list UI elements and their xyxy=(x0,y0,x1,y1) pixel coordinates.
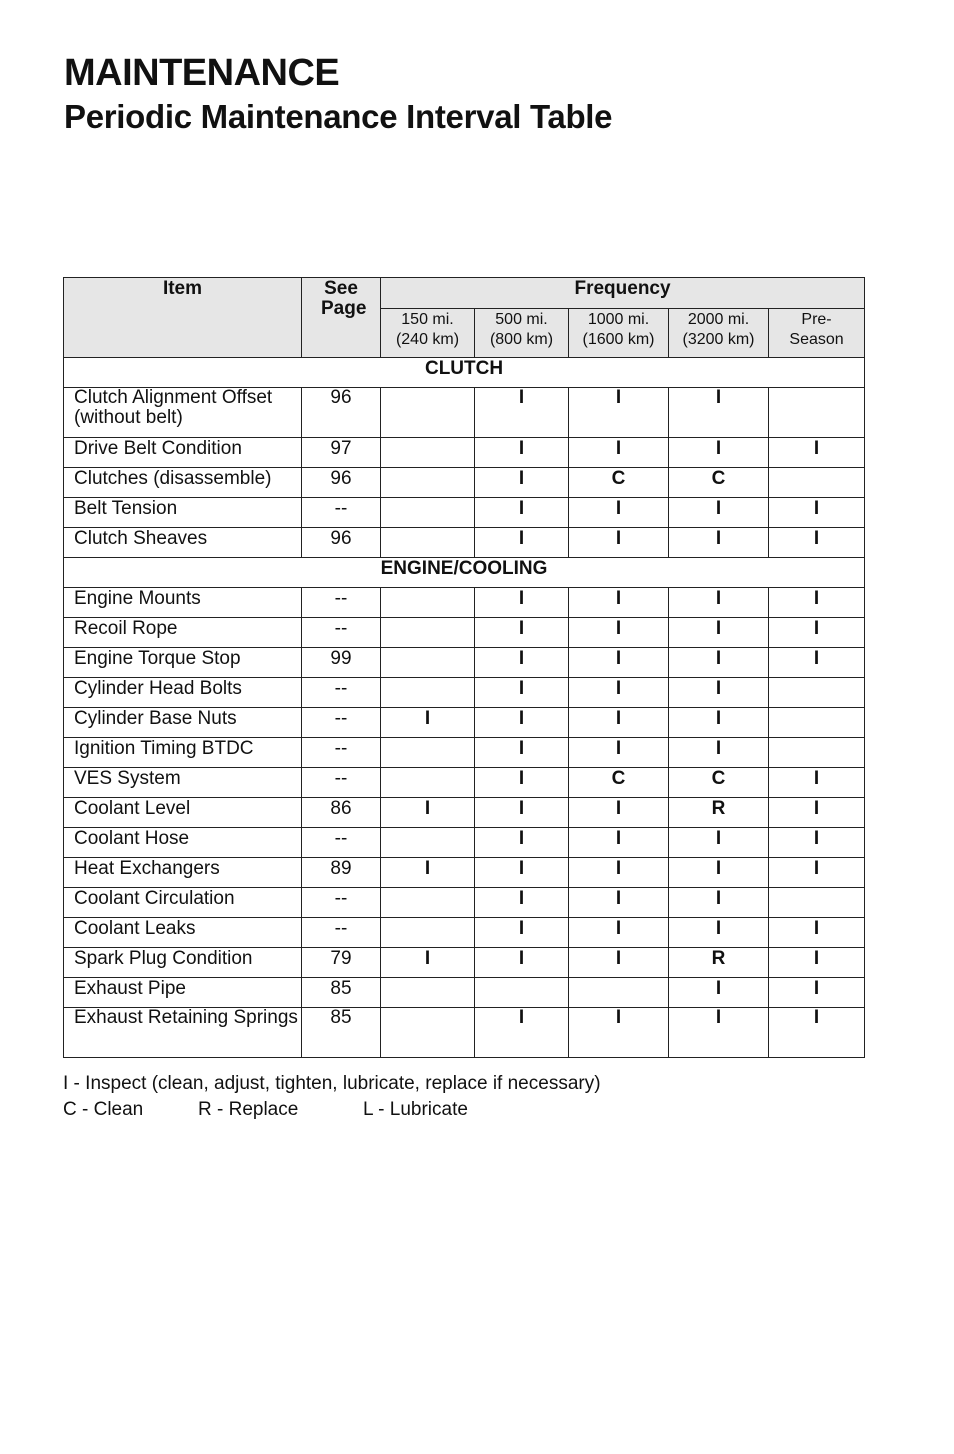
interval-mark-cell: I xyxy=(669,978,769,1008)
interval-mark-cell xyxy=(475,978,569,1008)
interval-mark-cell: I xyxy=(769,528,865,558)
item-name-cell: Cylinder Base Nuts xyxy=(64,708,302,738)
item-name-cell: Clutch Sheaves xyxy=(64,528,302,558)
table-row xyxy=(64,498,865,528)
table-row xyxy=(64,948,865,978)
legend-lubricate: L - Lubricate xyxy=(363,1099,468,1120)
interval-mark-cell: I xyxy=(769,648,865,678)
item-name-cell: Engine Mounts xyxy=(64,588,302,618)
interval-mark-cell: I xyxy=(475,468,569,498)
table-row xyxy=(64,708,865,738)
interval-mark-cell xyxy=(381,498,475,528)
item-name-cell: Heat Exchangers xyxy=(64,858,302,888)
table-row xyxy=(64,528,865,558)
interval-mark-cell: R xyxy=(669,798,769,828)
item-name-cell: Exhaust Retaining Springs xyxy=(64,1008,302,1058)
item-name-cell: Ignition Timing BTDC xyxy=(64,738,302,768)
item-name-cell: Recoil Rope xyxy=(64,618,302,648)
interval-mark-cell: I xyxy=(475,918,569,948)
item-name-cell: Clutches (disassemble) xyxy=(64,468,302,498)
interval-mark-cell xyxy=(381,768,475,798)
see-page-cell: 96 xyxy=(302,528,381,558)
interval-mark-cell: I xyxy=(475,948,569,978)
see-page-cell: 85 xyxy=(302,978,381,1008)
interval-mark-cell: I xyxy=(769,828,865,858)
interval-mark-cell: C xyxy=(669,468,769,498)
interval-mark-cell: I xyxy=(669,858,769,888)
interval-mark-cell: I xyxy=(569,858,669,888)
table-body xyxy=(64,358,865,1058)
item-name-cell: VES System xyxy=(64,768,302,798)
interval-mark-cell: I xyxy=(569,918,669,948)
interval-mark-cell: I xyxy=(569,1008,669,1058)
interval-mark-cell: I xyxy=(569,498,669,528)
interval-mark-cell: I xyxy=(475,618,569,648)
table-row xyxy=(64,468,865,498)
interval-mark-cell: I xyxy=(475,528,569,558)
column-header-item: Item xyxy=(64,278,302,358)
interval-mark-cell: I xyxy=(381,858,475,888)
interval-header-1000: 1000 mi. (1600 km) xyxy=(569,309,669,358)
table-row xyxy=(64,388,865,438)
interval-mark-cell: I xyxy=(669,438,769,468)
interval-mark-cell xyxy=(381,678,475,708)
interval-mark-cell: I xyxy=(569,588,669,618)
legend-replace: R - Replace xyxy=(198,1099,299,1120)
interval-mark-cell: C xyxy=(569,468,669,498)
table-row xyxy=(64,978,865,1008)
table-row xyxy=(64,768,865,798)
see-page-cell: -- xyxy=(302,618,381,648)
see-page-cell: -- xyxy=(302,768,381,798)
interval-mark-cell xyxy=(769,468,865,498)
item-name-cell: Spark Plug Condition xyxy=(64,948,302,978)
interval-header-500: 500 mi. (800 km) xyxy=(475,309,569,358)
interval-mark-cell: I xyxy=(669,738,769,768)
interval-mark-cell: I xyxy=(669,618,769,648)
interval-mark-cell: I xyxy=(669,498,769,528)
interval-mark-cell: I xyxy=(475,388,569,438)
see-page-cell: 79 xyxy=(302,948,381,978)
interval-mark-cell: I xyxy=(669,918,769,948)
item-name-cell: Cylinder Head Bolts xyxy=(64,678,302,708)
interval-mark-cell xyxy=(381,468,475,498)
interval-mark-cell: I xyxy=(769,978,865,1008)
page-title: MAINTENANCE xyxy=(64,52,340,94)
see-page-label: See Page xyxy=(321,278,367,319)
interval-mark-cell xyxy=(381,648,475,678)
interval-mark-cell: I xyxy=(669,588,769,618)
interval-mark-cell: I xyxy=(475,858,569,888)
interval-mark-cell: I xyxy=(569,618,669,648)
interval-mark-cell xyxy=(569,978,669,1008)
section-title: CLUTCH xyxy=(64,358,865,388)
see-page-cell: -- xyxy=(302,828,381,858)
interval-mark-cell: I xyxy=(569,678,669,708)
table-row xyxy=(64,858,865,888)
interval-mark-cell: I xyxy=(769,948,865,978)
interval-mark-cell: I xyxy=(475,678,569,708)
see-page-cell: -- xyxy=(302,738,381,768)
table-row xyxy=(64,648,865,678)
see-page-cell: -- xyxy=(302,498,381,528)
interval-mark-cell: I xyxy=(769,618,865,648)
table-row xyxy=(64,918,865,948)
interval-mark-cell: I xyxy=(569,708,669,738)
section-header-row xyxy=(64,358,865,388)
column-header-frequency: Frequency xyxy=(381,278,865,309)
maintenance-interval-table xyxy=(63,277,865,1058)
interval-mark-cell xyxy=(381,828,475,858)
interval-mark-cell: I xyxy=(669,1008,769,1058)
interval-mark-cell: I xyxy=(669,828,769,858)
item-name-cell: Coolant Leaks xyxy=(64,918,302,948)
item-name-cell: Coolant Hose xyxy=(64,828,302,858)
interval-header-150: 150 mi. (240 km) xyxy=(381,309,475,358)
interval-mark-cell: I xyxy=(669,648,769,678)
legend-codes xyxy=(63,1099,468,1121)
interval-mark-cell: I xyxy=(769,438,865,468)
column-header-see-page xyxy=(302,278,381,358)
table-row xyxy=(64,888,865,918)
interval-mark-cell: I xyxy=(669,528,769,558)
interval-mark-cell: I xyxy=(769,588,865,618)
interval-mark-cell: I xyxy=(475,738,569,768)
interval-mark-cell xyxy=(381,738,475,768)
interval-mark-cell: I xyxy=(569,738,669,768)
see-page-cell: -- xyxy=(302,888,381,918)
see-page-cell: -- xyxy=(302,918,381,948)
interval-header-pre-season: Pre- Season xyxy=(769,309,865,358)
interval-mark-cell xyxy=(381,528,475,558)
interval-mark-cell: I xyxy=(569,648,669,678)
interval-mark-cell: I xyxy=(569,948,669,978)
interval-mark-cell: I xyxy=(669,388,769,438)
see-page-cell: 85 xyxy=(302,1008,381,1058)
interval-mark-cell xyxy=(769,738,865,768)
table-row xyxy=(64,738,865,768)
table-row xyxy=(64,798,865,828)
interval-mark-cell: I xyxy=(769,498,865,528)
see-page-cell: 86 xyxy=(302,798,381,828)
item-name-cell: Drive Belt Condition xyxy=(64,438,302,468)
interval-mark-cell: C xyxy=(569,768,669,798)
interval-mark-cell: I xyxy=(475,798,569,828)
see-page-cell: 89 xyxy=(302,858,381,888)
item-name-cell: Coolant Level xyxy=(64,798,302,828)
interval-mark-cell: I xyxy=(769,768,865,798)
interval-mark-cell xyxy=(381,978,475,1008)
interval-mark-cell: I xyxy=(475,498,569,528)
interval-mark-cell: I xyxy=(475,768,569,798)
interval-mark-cell xyxy=(381,888,475,918)
interval-mark-cell: I xyxy=(475,588,569,618)
see-page-cell: -- xyxy=(302,708,381,738)
item-name-cell: Exhaust Pipe xyxy=(64,978,302,1008)
table-row xyxy=(64,438,865,468)
interval-mark-cell: I xyxy=(569,438,669,468)
item-name-cell: Belt Tension xyxy=(64,498,302,528)
see-page-cell: 99 xyxy=(302,648,381,678)
interval-mark-cell: I xyxy=(769,798,865,828)
interval-mark-cell: R xyxy=(669,948,769,978)
interval-mark-cell: I xyxy=(569,528,669,558)
table-row xyxy=(64,1008,865,1058)
interval-mark-cell: I xyxy=(475,648,569,678)
interval-mark-cell xyxy=(381,618,475,648)
interval-mark-cell: I xyxy=(569,888,669,918)
page-subtitle: Periodic Maintenance Interval Table xyxy=(64,98,613,135)
item-name-cell: Clutch Alignment Offset (without belt) xyxy=(64,388,302,438)
interval-mark-cell xyxy=(769,708,865,738)
interval-mark-cell: I xyxy=(475,828,569,858)
interval-mark-cell xyxy=(381,438,475,468)
see-page-cell: 96 xyxy=(302,388,381,438)
interval-mark-cell: I xyxy=(769,1008,865,1058)
interval-mark-cell: I xyxy=(475,1008,569,1058)
table-row xyxy=(64,588,865,618)
table-row xyxy=(64,678,865,708)
interval-mark-cell: I xyxy=(381,708,475,738)
interval-mark-cell: I xyxy=(475,708,569,738)
interval-mark-cell: I xyxy=(475,438,569,468)
interval-mark-cell: I xyxy=(669,708,769,738)
interval-mark-cell: I xyxy=(475,888,569,918)
interval-mark-cell xyxy=(381,918,475,948)
interval-mark-cell: I xyxy=(669,678,769,708)
interval-mark-cell: I xyxy=(381,798,475,828)
item-name-cell: Engine Torque Stop xyxy=(64,648,302,678)
section-header-row xyxy=(64,558,865,588)
see-page-cell: -- xyxy=(302,588,381,618)
interval-mark-cell: I xyxy=(569,798,669,828)
interval-mark-cell xyxy=(769,678,865,708)
interval-mark-cell xyxy=(381,588,475,618)
interval-mark-cell xyxy=(769,388,865,438)
see-page-cell: 96 xyxy=(302,468,381,498)
interval-mark-cell xyxy=(769,888,865,918)
legend-clean: C - Clean xyxy=(63,1099,144,1120)
interval-mark-cell xyxy=(381,1008,475,1058)
item-name-cell: Coolant Circulation xyxy=(64,888,302,918)
interval-mark-cell: I xyxy=(569,828,669,858)
interval-mark-cell: I xyxy=(569,388,669,438)
table-row xyxy=(64,828,865,858)
table-row xyxy=(64,618,865,648)
interval-mark-cell: I xyxy=(669,888,769,918)
interval-mark-cell: I xyxy=(769,918,865,948)
see-page-cell: -- xyxy=(302,678,381,708)
interval-mark-cell: C xyxy=(669,768,769,798)
section-title: ENGINE/COOLING xyxy=(64,558,865,588)
interval-header-2000: 2000 mi. (3200 km) xyxy=(669,309,769,358)
interval-mark-cell xyxy=(381,388,475,438)
interval-mark-cell: I xyxy=(769,858,865,888)
see-page-cell: 97 xyxy=(302,438,381,468)
legend-inspect: I - Inspect (clean, adjust, tighten, lubricate, replace if necessary) xyxy=(63,1073,601,1094)
interval-mark-cell: I xyxy=(381,948,475,978)
